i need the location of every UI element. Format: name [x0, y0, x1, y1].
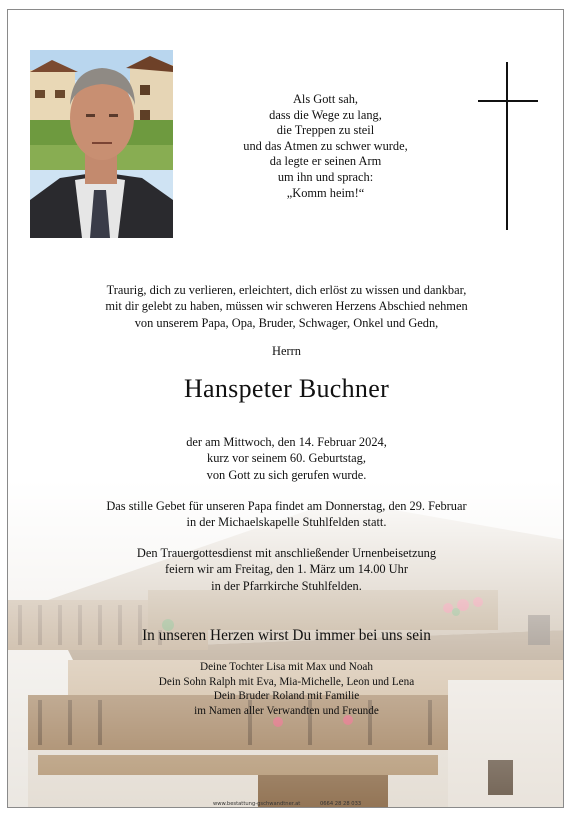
mass-line: feiern wir am Freitag, den 1. März um 14.00 Uhr [165, 562, 408, 577]
intro-line: von unserem Papa, Opa, Bruder, Schwager, Onkel und Gedn, [134, 315, 439, 330]
poem-line: dass die Wege zu lang, [269, 107, 382, 122]
death-notice [8, 434, 564, 483]
obituary-page [7, 9, 564, 808]
poem-line: Als Gott sah, [292, 92, 359, 106]
cross-icon [478, 62, 538, 230]
prayer-line: Das stille Gebet für unseren Papa findet am Donnerstag, den 29. Februar [106, 499, 467, 513]
portrait-photo [30, 50, 173, 238]
mass-line: Den Trauergottesdienst mit anschließender Urnenbeisetzung [136, 546, 437, 560]
intro-text [8, 282, 564, 331]
mourner-line: Dein Sohn Ralph mit Eva, Mia-Michelle, Leon und Lena [158, 675, 415, 688]
funeral-mass-notice [8, 545, 564, 594]
intro-line: mit dir gelebt zu haben, müssen wir schweren Herzens Abschied nehmen [105, 299, 468, 314]
poem-line: und das Atmen zu schwer wurde, [243, 138, 408, 153]
prayer-line: in der Michaelskapelle Stuhlfelden statt. [186, 515, 387, 530]
footer-phone: 0664 28 28 033 [319, 801, 362, 807]
deceased-name: Hanspeter Buchner [183, 374, 390, 403]
memorial-motto: In unseren Herzen wirst Du immer bei uns sein [142, 627, 431, 644]
death-line: kurz vor seinem 60. Geburtstag, [207, 451, 366, 466]
mourners-list [8, 660, 564, 718]
salutation: Herrn [272, 344, 301, 358]
poem-line: die Treppen zu steil [276, 123, 375, 138]
poem-line: „Komm heim!“ [286, 185, 365, 200]
footer-website: www.bestattung-gschwandtner.at [213, 801, 301, 807]
poem [223, 92, 428, 201]
poem-line: um ihn und sprach: [277, 169, 374, 184]
mass-line: in der Pfarrkirche Stuhlfelden. [211, 578, 362, 593]
footer [213, 801, 379, 807]
death-line: von Gott zu sich gerufen wurde. [206, 467, 367, 482]
mourner-line: Deine Tochter Lisa mit Max und Noah [200, 661, 373, 673]
death-line: der am Mittwoch, den 14. Februar 2024, [186, 435, 387, 449]
mourner-line: im Namen aller Verwandten und Freunde [194, 704, 379, 717]
mourner-line: Dein Bruder Roland mit Familie [213, 690, 360, 703]
poem-line: da legte er seinen Arm [269, 154, 382, 169]
intro-line: Traurig, dich zu verlieren, erleichtert, dich erlöst zu wissen und dankbar, [106, 283, 467, 297]
prayer-notice [8, 498, 564, 531]
